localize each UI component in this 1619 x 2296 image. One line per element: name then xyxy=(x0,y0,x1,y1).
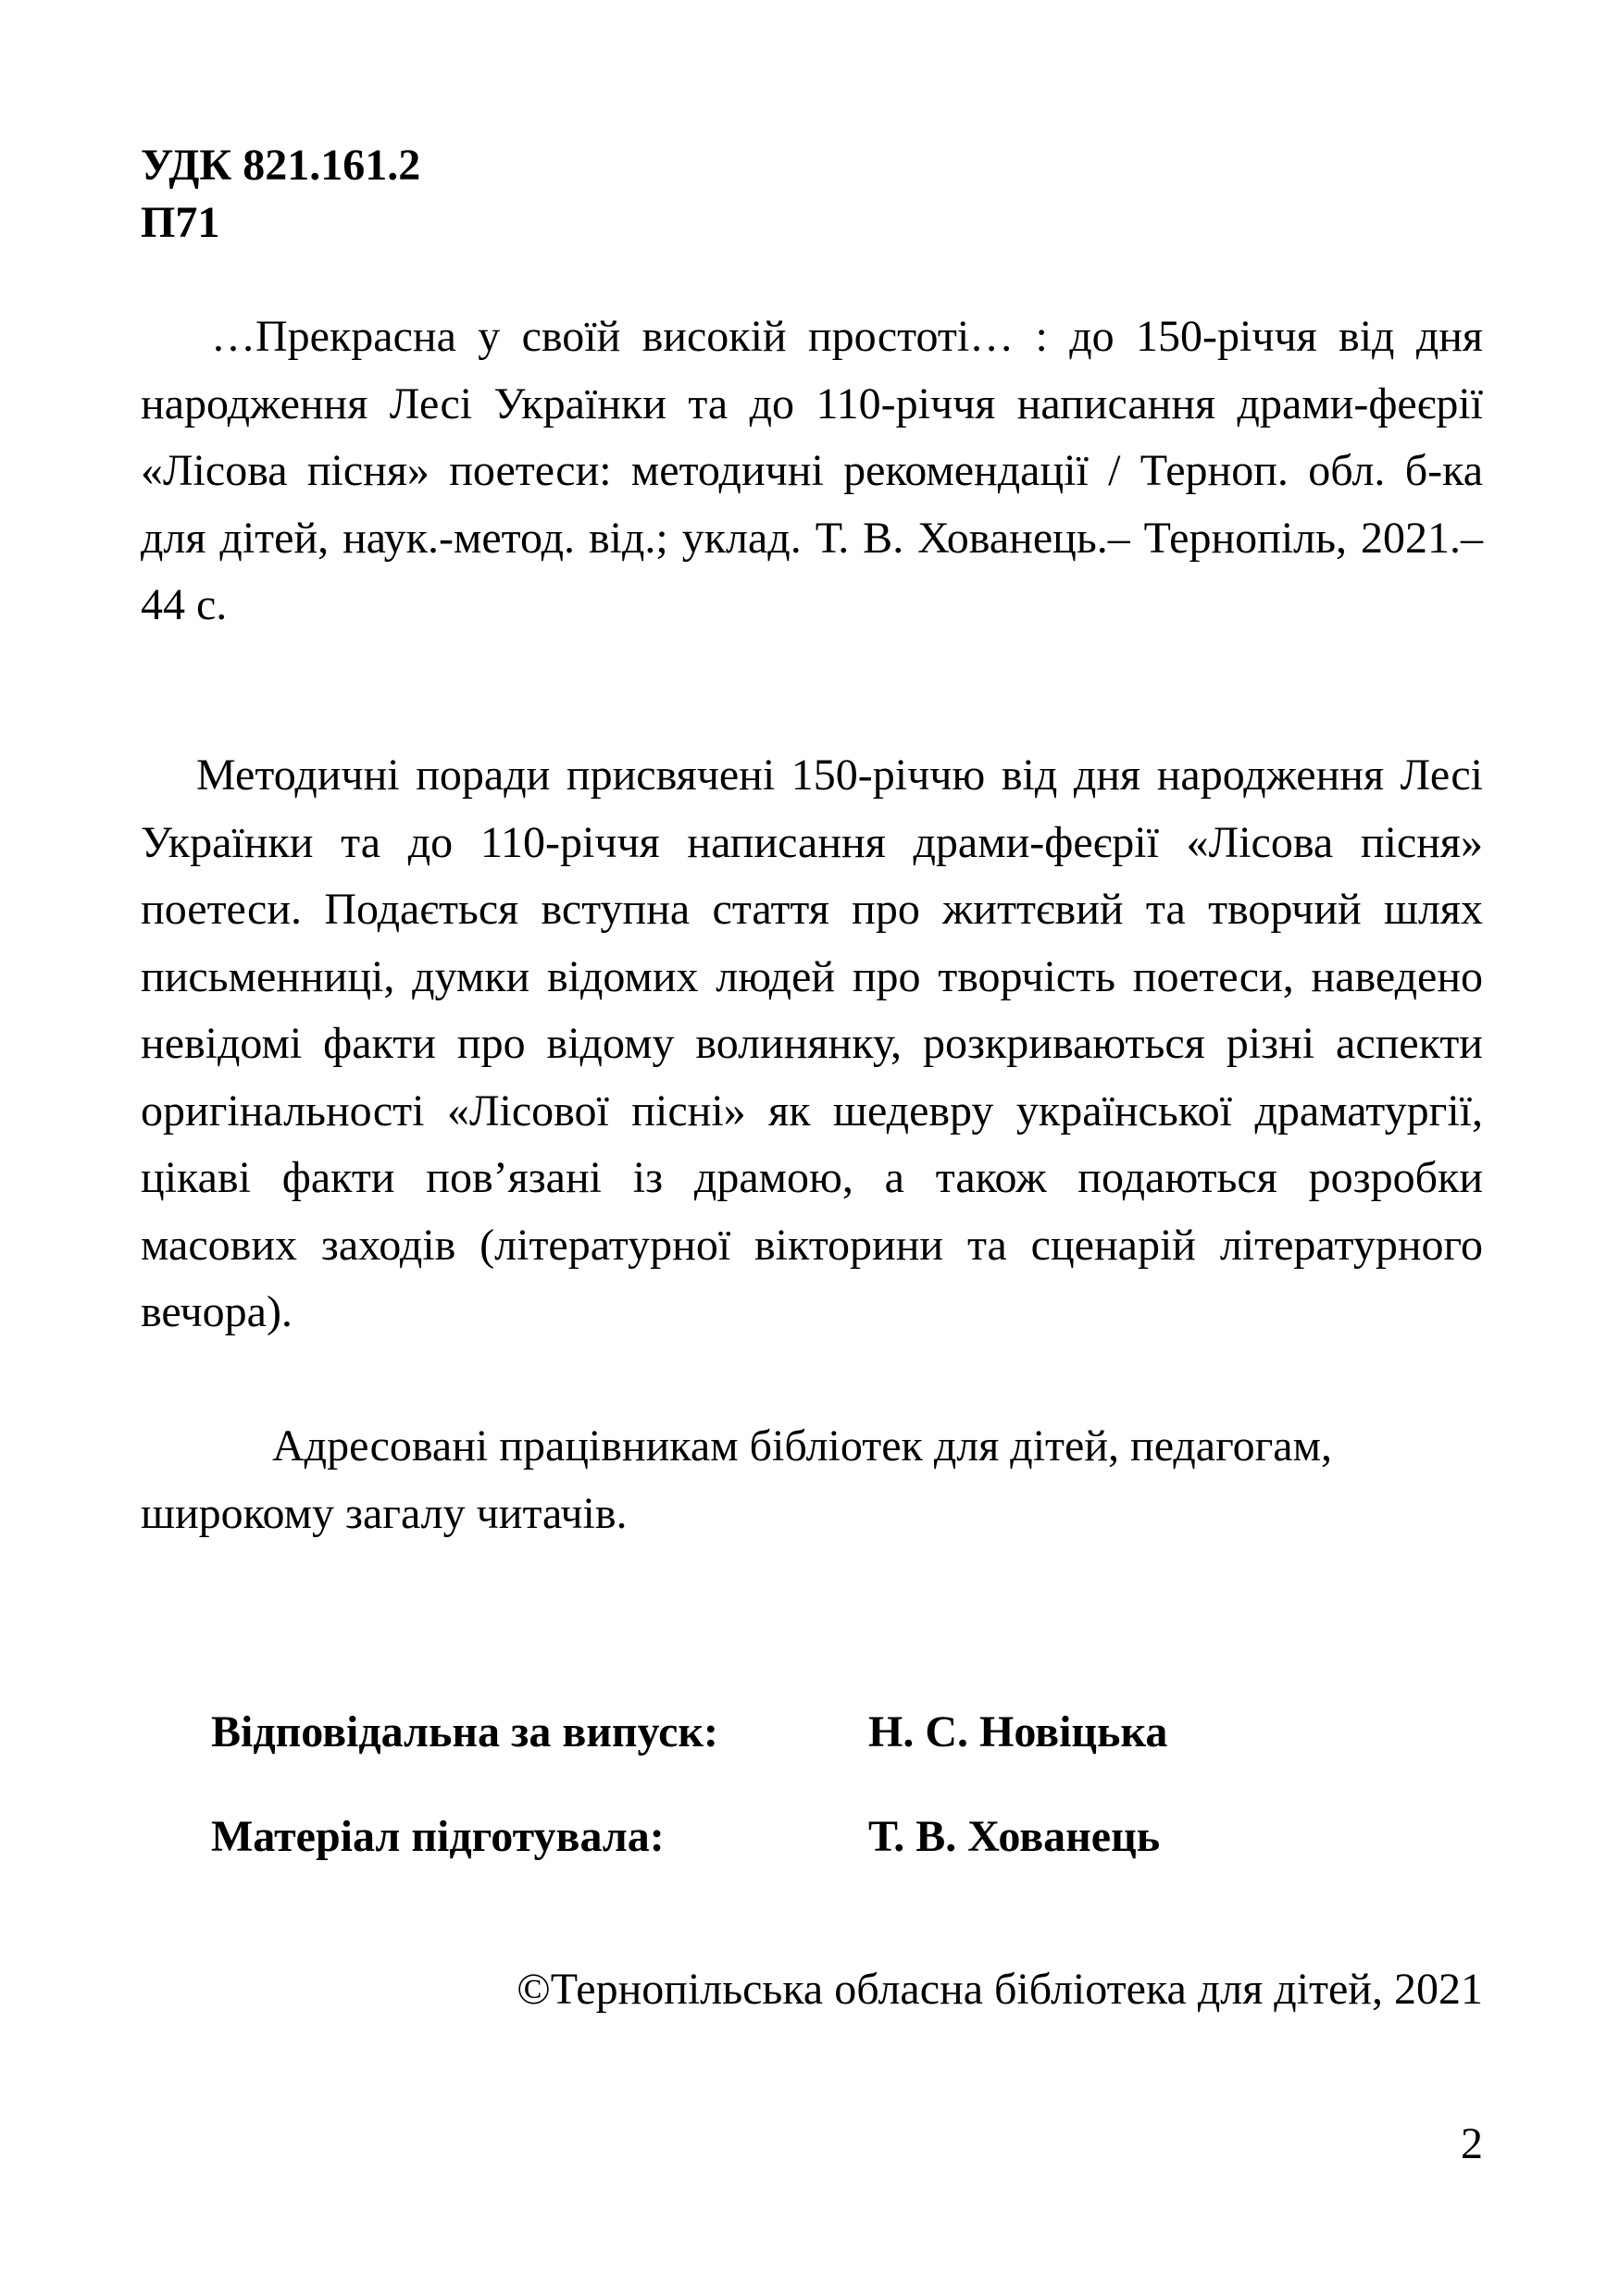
credit-label: Матеріал підготувала: xyxy=(211,1812,665,1861)
credit-prepared-by xyxy=(211,1809,1414,1865)
credit-responsible xyxy=(211,1705,1414,1760)
abstract-paragraph: Методичні поради присвячені 150-річчю від дня народження Лесі Українки та до 110-річчя написання драми-феєрії «Лісова пісня» поетеси. Подається вступна стаття про життєвий та творчий шлях письменниці, думки відомих людей про творчість поетеси, наведено невідомі факти про відому волинянку, розкриваються різні аспекти оригінальності «Лісової пісні» як шедевру української драматургії, цікаві факти пов’язані із драмою, а також подаються розробки масових заходів (літературної вікторини та сценарій літературного вечора). xyxy=(141,751,1483,1336)
udc-code: УДК 821.161.2 xyxy=(141,141,421,190)
credit-name: Т. В. Хованець xyxy=(868,1812,1161,1861)
classification-codes xyxy=(141,137,420,252)
audience-paragraph: Адресовані працівникам бібліотек для дітей, педагогам, широкому загалу читачів. xyxy=(141,1421,1332,1538)
page-number: 2 xyxy=(1461,2119,1483,2168)
author-sign-code: П71 xyxy=(141,198,220,247)
copyright-notice: ©Тернопільська обласна бібліотека для дітей, 2021 xyxy=(517,1965,1483,2014)
credit-label: Відповідальна за випуск: xyxy=(211,1707,719,1756)
credit-name: Н. С. Новіцька xyxy=(868,1707,1168,1756)
bibliographic-entry: …Прекрасна у своїй високій простоті… : до 150-річчя від дня народження Лесі Українки та до 110-річчя написання драми-феєрії «Лісова пісня» поетеси: методичні рекомендації / Терноп. обл. б-ка для дітей, наук.-метод. від.; уклад. Т. В. Хованець.– Тернопіль, 2021.– 44 с. xyxy=(141,312,1483,629)
